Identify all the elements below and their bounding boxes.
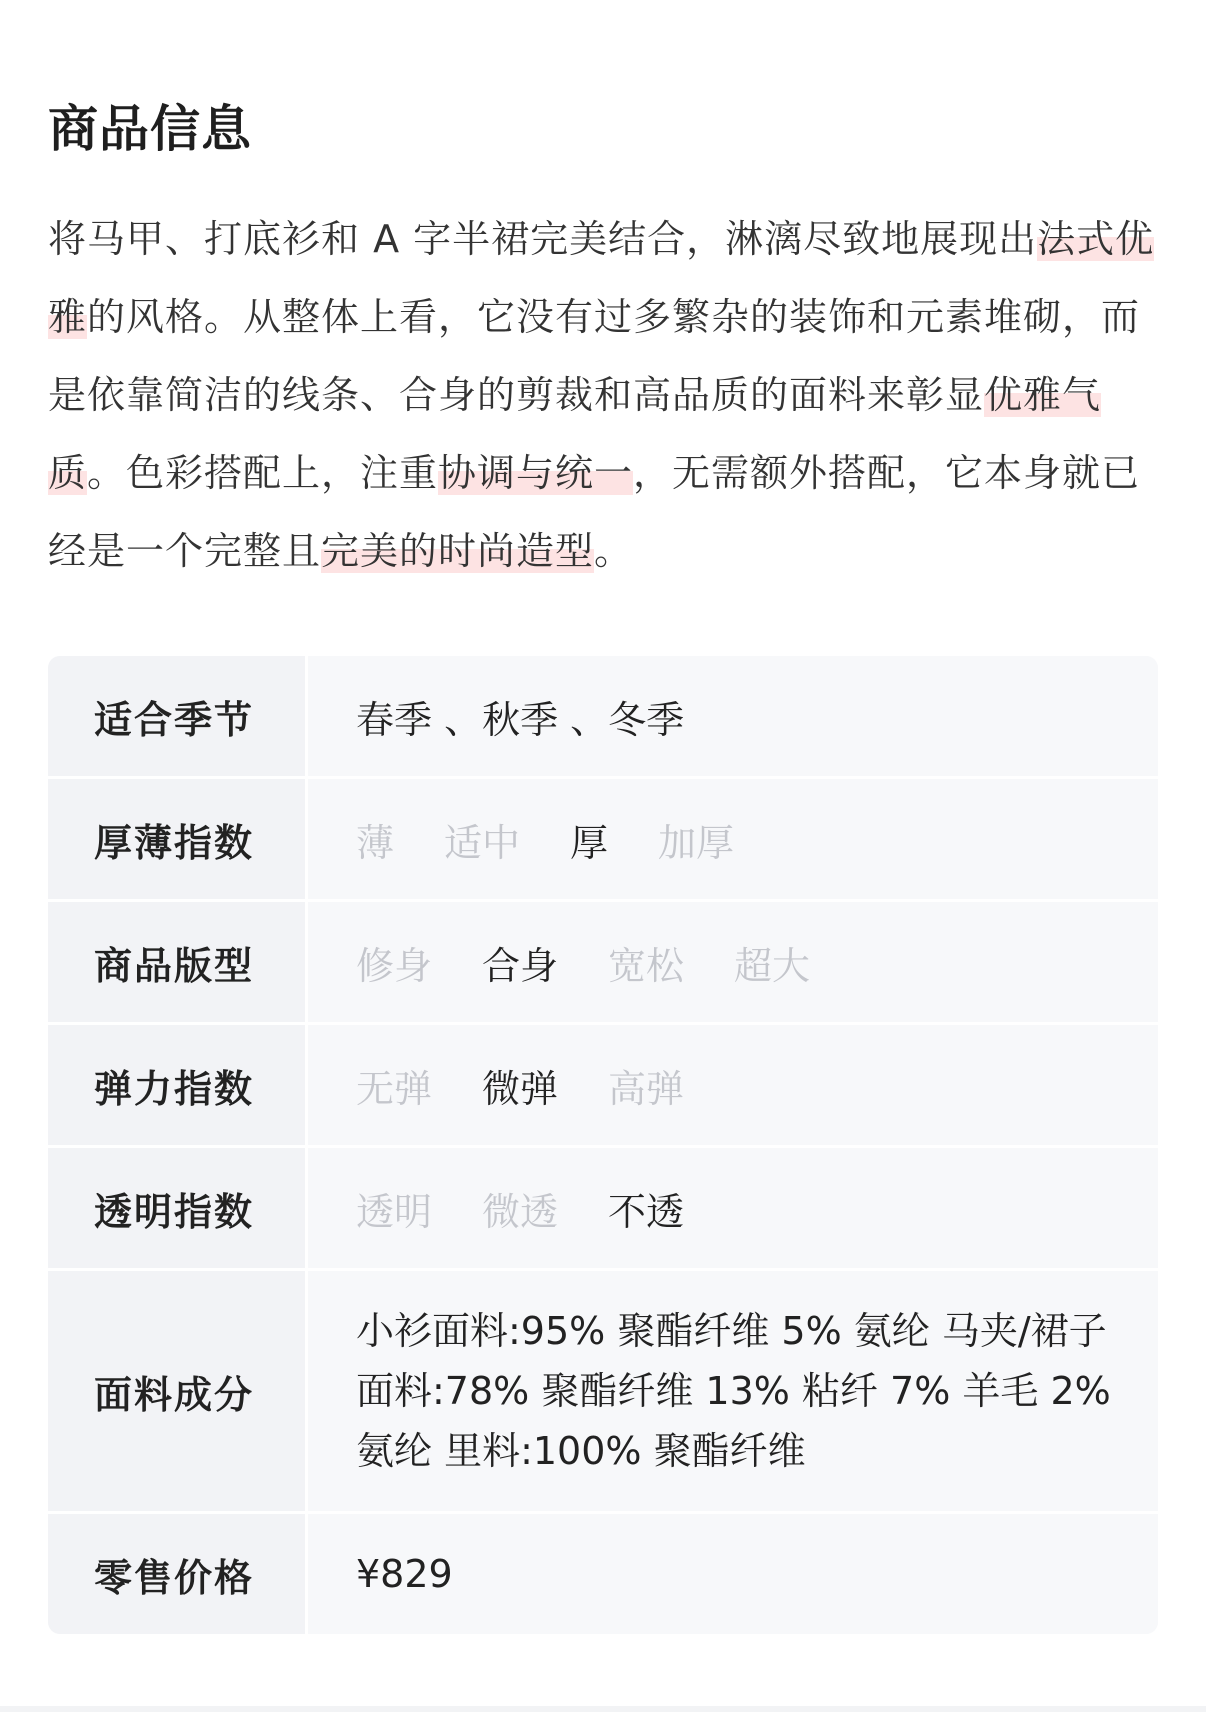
fabric-label: 面料成分 bbox=[48, 1271, 308, 1511]
season-value: 春季 、秋季 、冬季 bbox=[308, 656, 1158, 776]
row-fit bbox=[48, 902, 1158, 1025]
transparency-options bbox=[308, 1148, 1158, 1268]
row-season bbox=[48, 656, 1158, 779]
fit-option: 修身 bbox=[356, 943, 433, 988]
price-label: 零售价格 bbox=[48, 1514, 308, 1634]
transparency-option: 微透 bbox=[482, 1189, 559, 1234]
elasticity-options bbox=[308, 1025, 1158, 1145]
elasticity-option: 高弹 bbox=[608, 1066, 685, 1111]
elasticity-option-selected: 微弹 bbox=[482, 1066, 559, 1111]
row-fabric bbox=[48, 1271, 1158, 1514]
thickness-label: 厚薄指数 bbox=[48, 779, 308, 899]
transparency-label: 透明指数 bbox=[48, 1148, 308, 1268]
thickness-option: 薄 bbox=[356, 820, 395, 865]
highlight-perfect-look: 完美的时尚造型 bbox=[321, 529, 595, 573]
fabric-composition: 小衫面料:95% 聚酯纤维 5% 氨纶 马夹/裙子面料:78% 聚酯纤维 13% 粘纤 7% 羊毛 2% 氨纶 里料:100% 聚酯纤维 bbox=[356, 1309, 1111, 1473]
thickness-option: 适中 bbox=[444, 820, 521, 865]
fabric-value-cell bbox=[308, 1271, 1158, 1511]
product-description bbox=[48, 200, 1158, 590]
row-transparency bbox=[48, 1148, 1158, 1271]
elasticity-label: 弹力指数 bbox=[48, 1025, 308, 1145]
bottom-divider bbox=[0, 1706, 1206, 1712]
section-title: 商品信息 bbox=[48, 100, 252, 158]
thickness-options bbox=[308, 779, 1158, 899]
transparency-option: 透明 bbox=[356, 1189, 433, 1234]
transparency-option-selected: 不透 bbox=[608, 1189, 685, 1234]
elasticity-option: 无弹 bbox=[356, 1066, 433, 1111]
fit-label: 商品版型 bbox=[48, 902, 308, 1022]
description-text: 的风格。从整体上看，它没有过多繁杂的装饰和元素堆砌，而是依靠简洁的线条、合身的剪裁和高品质的面料来彰显 bbox=[48, 295, 1141, 417]
row-thickness bbox=[48, 779, 1158, 902]
thickness-option-selected: 厚 bbox=[570, 820, 609, 865]
fit-options bbox=[308, 902, 1158, 1022]
fit-option: 宽松 bbox=[608, 943, 685, 988]
row-price bbox=[48, 1514, 1158, 1634]
price-value: ¥829 bbox=[308, 1514, 1158, 1634]
highlight-french-elegance: 法式优雅 bbox=[48, 217, 1155, 339]
highlight-elegant-temperament: 优雅气质 bbox=[48, 373, 1102, 495]
highlight-harmony-unity: 协调与统一 bbox=[438, 451, 634, 495]
description-text: 将马甲、打底衫和 A 字半裙完美结合，淋漓尽致地展现出 bbox=[48, 217, 1038, 261]
description-text: ，无需额外搭配，它本身就已经是一个完整且 bbox=[48, 451, 1141, 573]
description-text: 。色彩搭配上，注重 bbox=[87, 451, 439, 495]
row-elasticity bbox=[48, 1025, 1158, 1148]
description-text: 。 bbox=[594, 529, 634, 573]
thickness-option: 加厚 bbox=[658, 820, 735, 865]
season-label: 适合季节 bbox=[48, 656, 308, 776]
fit-option: 超大 bbox=[734, 943, 811, 988]
fit-option-selected: 合身 bbox=[482, 943, 559, 988]
product-attributes-table bbox=[48, 656, 1158, 1634]
